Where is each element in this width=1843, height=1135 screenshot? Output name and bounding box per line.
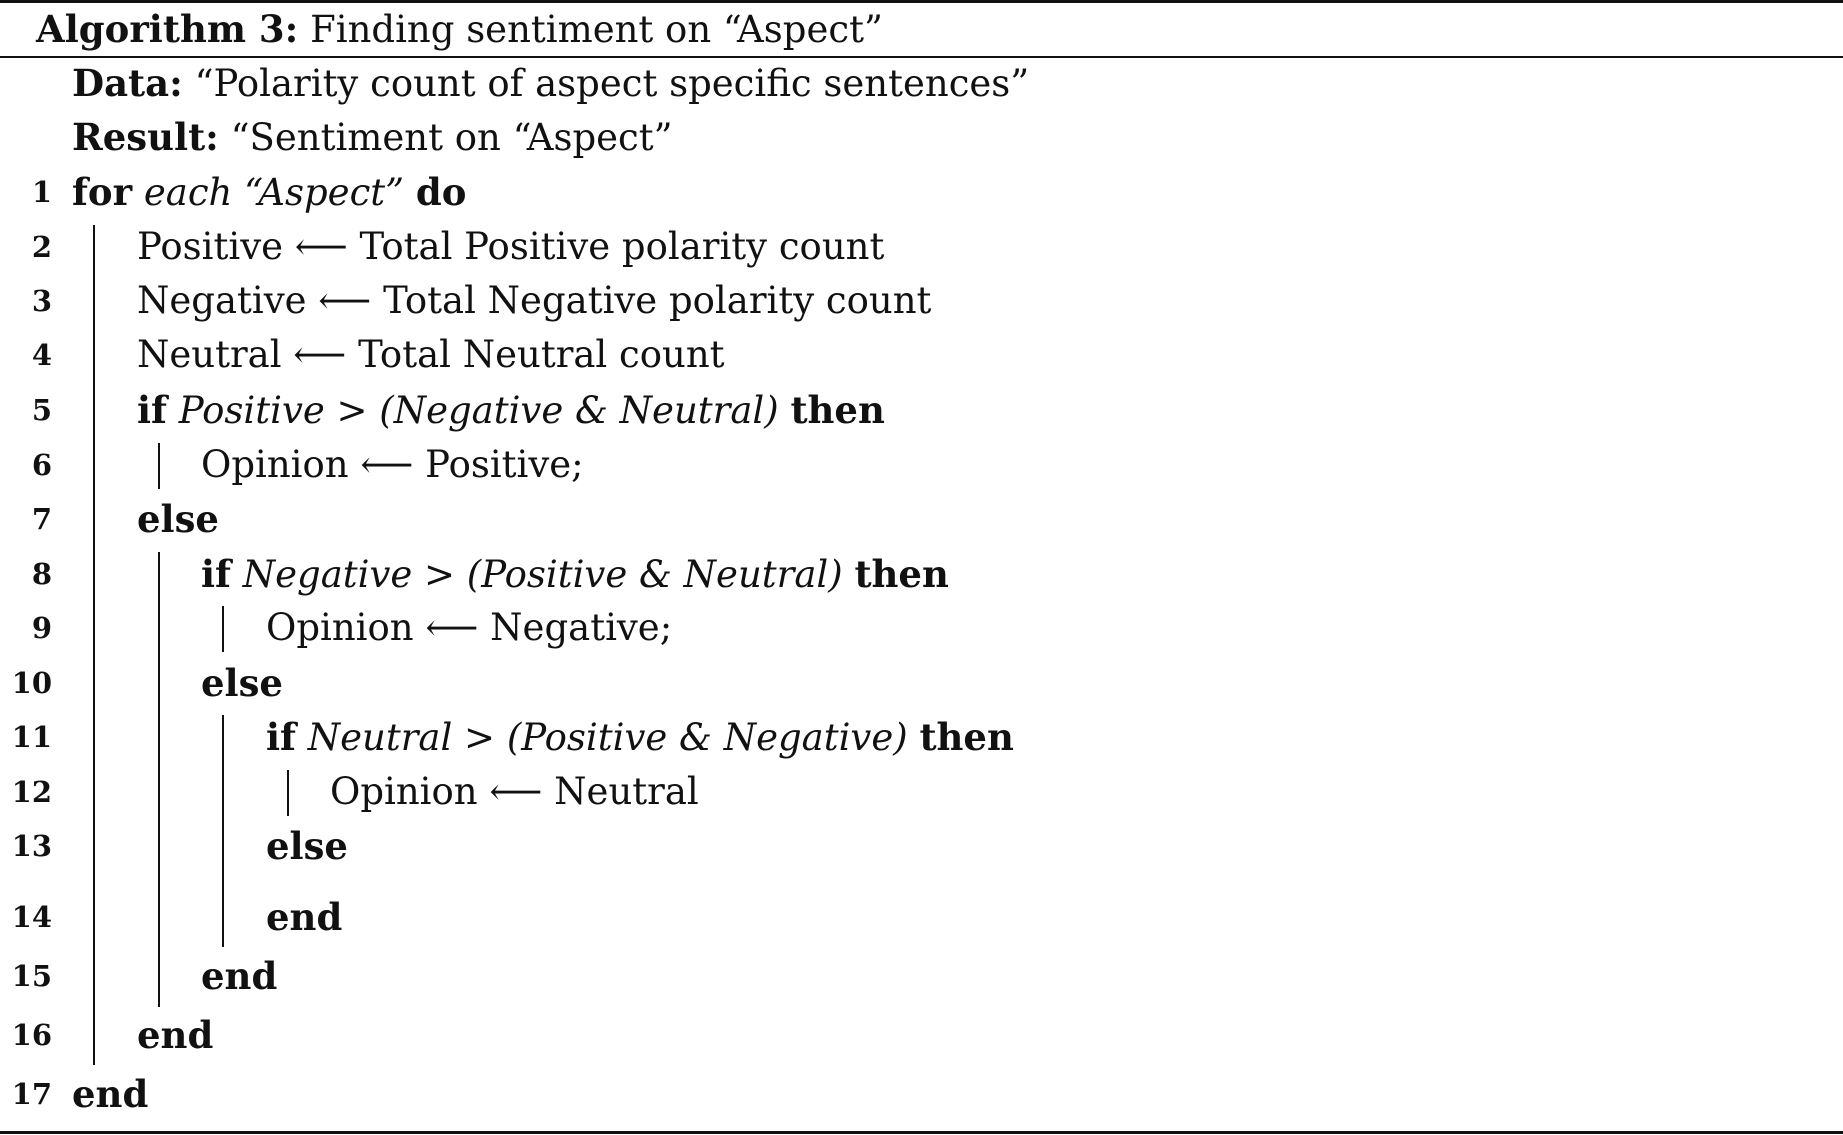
line-number: 6 — [31, 448, 52, 482]
if-block-bar — [158, 443, 160, 489]
keyword-then: then — [919, 715, 1014, 759]
line-number: 5 — [31, 393, 52, 427]
keyword-else: else — [137, 497, 219, 541]
statement: Positive ⟵ Total Positive polarity count — [137, 225, 885, 268]
line-number: 17 — [11, 1077, 52, 1111]
keyword-else: else — [201, 661, 283, 705]
line-number: 3 — [31, 284, 52, 318]
keyword-else: else — [266, 824, 348, 868]
keyword-for: for — [72, 170, 133, 214]
line-number: 12 — [11, 775, 52, 809]
for-block-bar — [93, 225, 95, 1065]
keyword-end: end — [201, 954, 278, 998]
statement: Opinion ⟵ Positive; — [201, 443, 584, 486]
data-label: Data: — [72, 61, 183, 105]
statement: Opinion ⟵ Neutral — [330, 770, 699, 813]
line-number: 13 — [11, 829, 52, 863]
line-number: 14 — [11, 900, 52, 934]
statement: Negative ⟵ Total Negative polarity count — [137, 279, 932, 322]
line-number: 1 — [31, 175, 52, 209]
else-block-bar — [222, 715, 224, 947]
line-number: 10 — [11, 666, 52, 700]
keyword-end: end — [266, 895, 343, 939]
line-number: 11 — [11, 720, 52, 754]
statement: Opinion ⟵ Negative; — [266, 606, 673, 649]
if-block-bar — [222, 606, 224, 652]
keyword-then: then — [854, 552, 949, 596]
algorithm-label: Algorithm 3: — [36, 7, 299, 51]
top-rule — [0, 0, 1843, 3]
keyword-if: if — [266, 715, 296, 759]
if-block-bar — [287, 770, 289, 816]
line-number: 4 — [31, 338, 52, 372]
keyword-end: end — [72, 1072, 149, 1116]
condition: Neutral > (Positive & Negative) — [307, 716, 908, 759]
line-number: 9 — [31, 611, 52, 645]
algorithm-caption — [36, 4, 883, 55]
bottom-rule — [0, 1131, 1843, 1134]
keyword-if: if — [201, 552, 231, 596]
line-number: 7 — [31, 502, 52, 536]
line-number: 15 — [11, 959, 52, 993]
else-block-bar — [158, 552, 160, 1007]
loop-target: each “Aspect” — [143, 171, 405, 214]
condition: Positive > (Negative & Neutral) — [178, 389, 779, 432]
keyword-do: do — [415, 170, 467, 214]
keyword-then: then — [790, 388, 885, 432]
line-number: 16 — [11, 1018, 52, 1052]
result-value: “Sentiment on “Aspect” — [230, 116, 673, 159]
algorithm-title: Finding sentiment on “Aspect” — [310, 8, 883, 51]
keyword-if: if — [137, 388, 167, 432]
data-value: “Polarity count of aspect specific sentences” — [194, 62, 1030, 105]
condition: Negative > (Positive & Neutral) — [242, 553, 843, 596]
line-number: 8 — [31, 557, 52, 591]
line-number: 2 — [31, 230, 52, 264]
result-label: Result: — [72, 115, 219, 159]
statement: Neutral ⟵ Total Neutral count — [137, 333, 725, 376]
keyword-end: end — [137, 1013, 214, 1057]
